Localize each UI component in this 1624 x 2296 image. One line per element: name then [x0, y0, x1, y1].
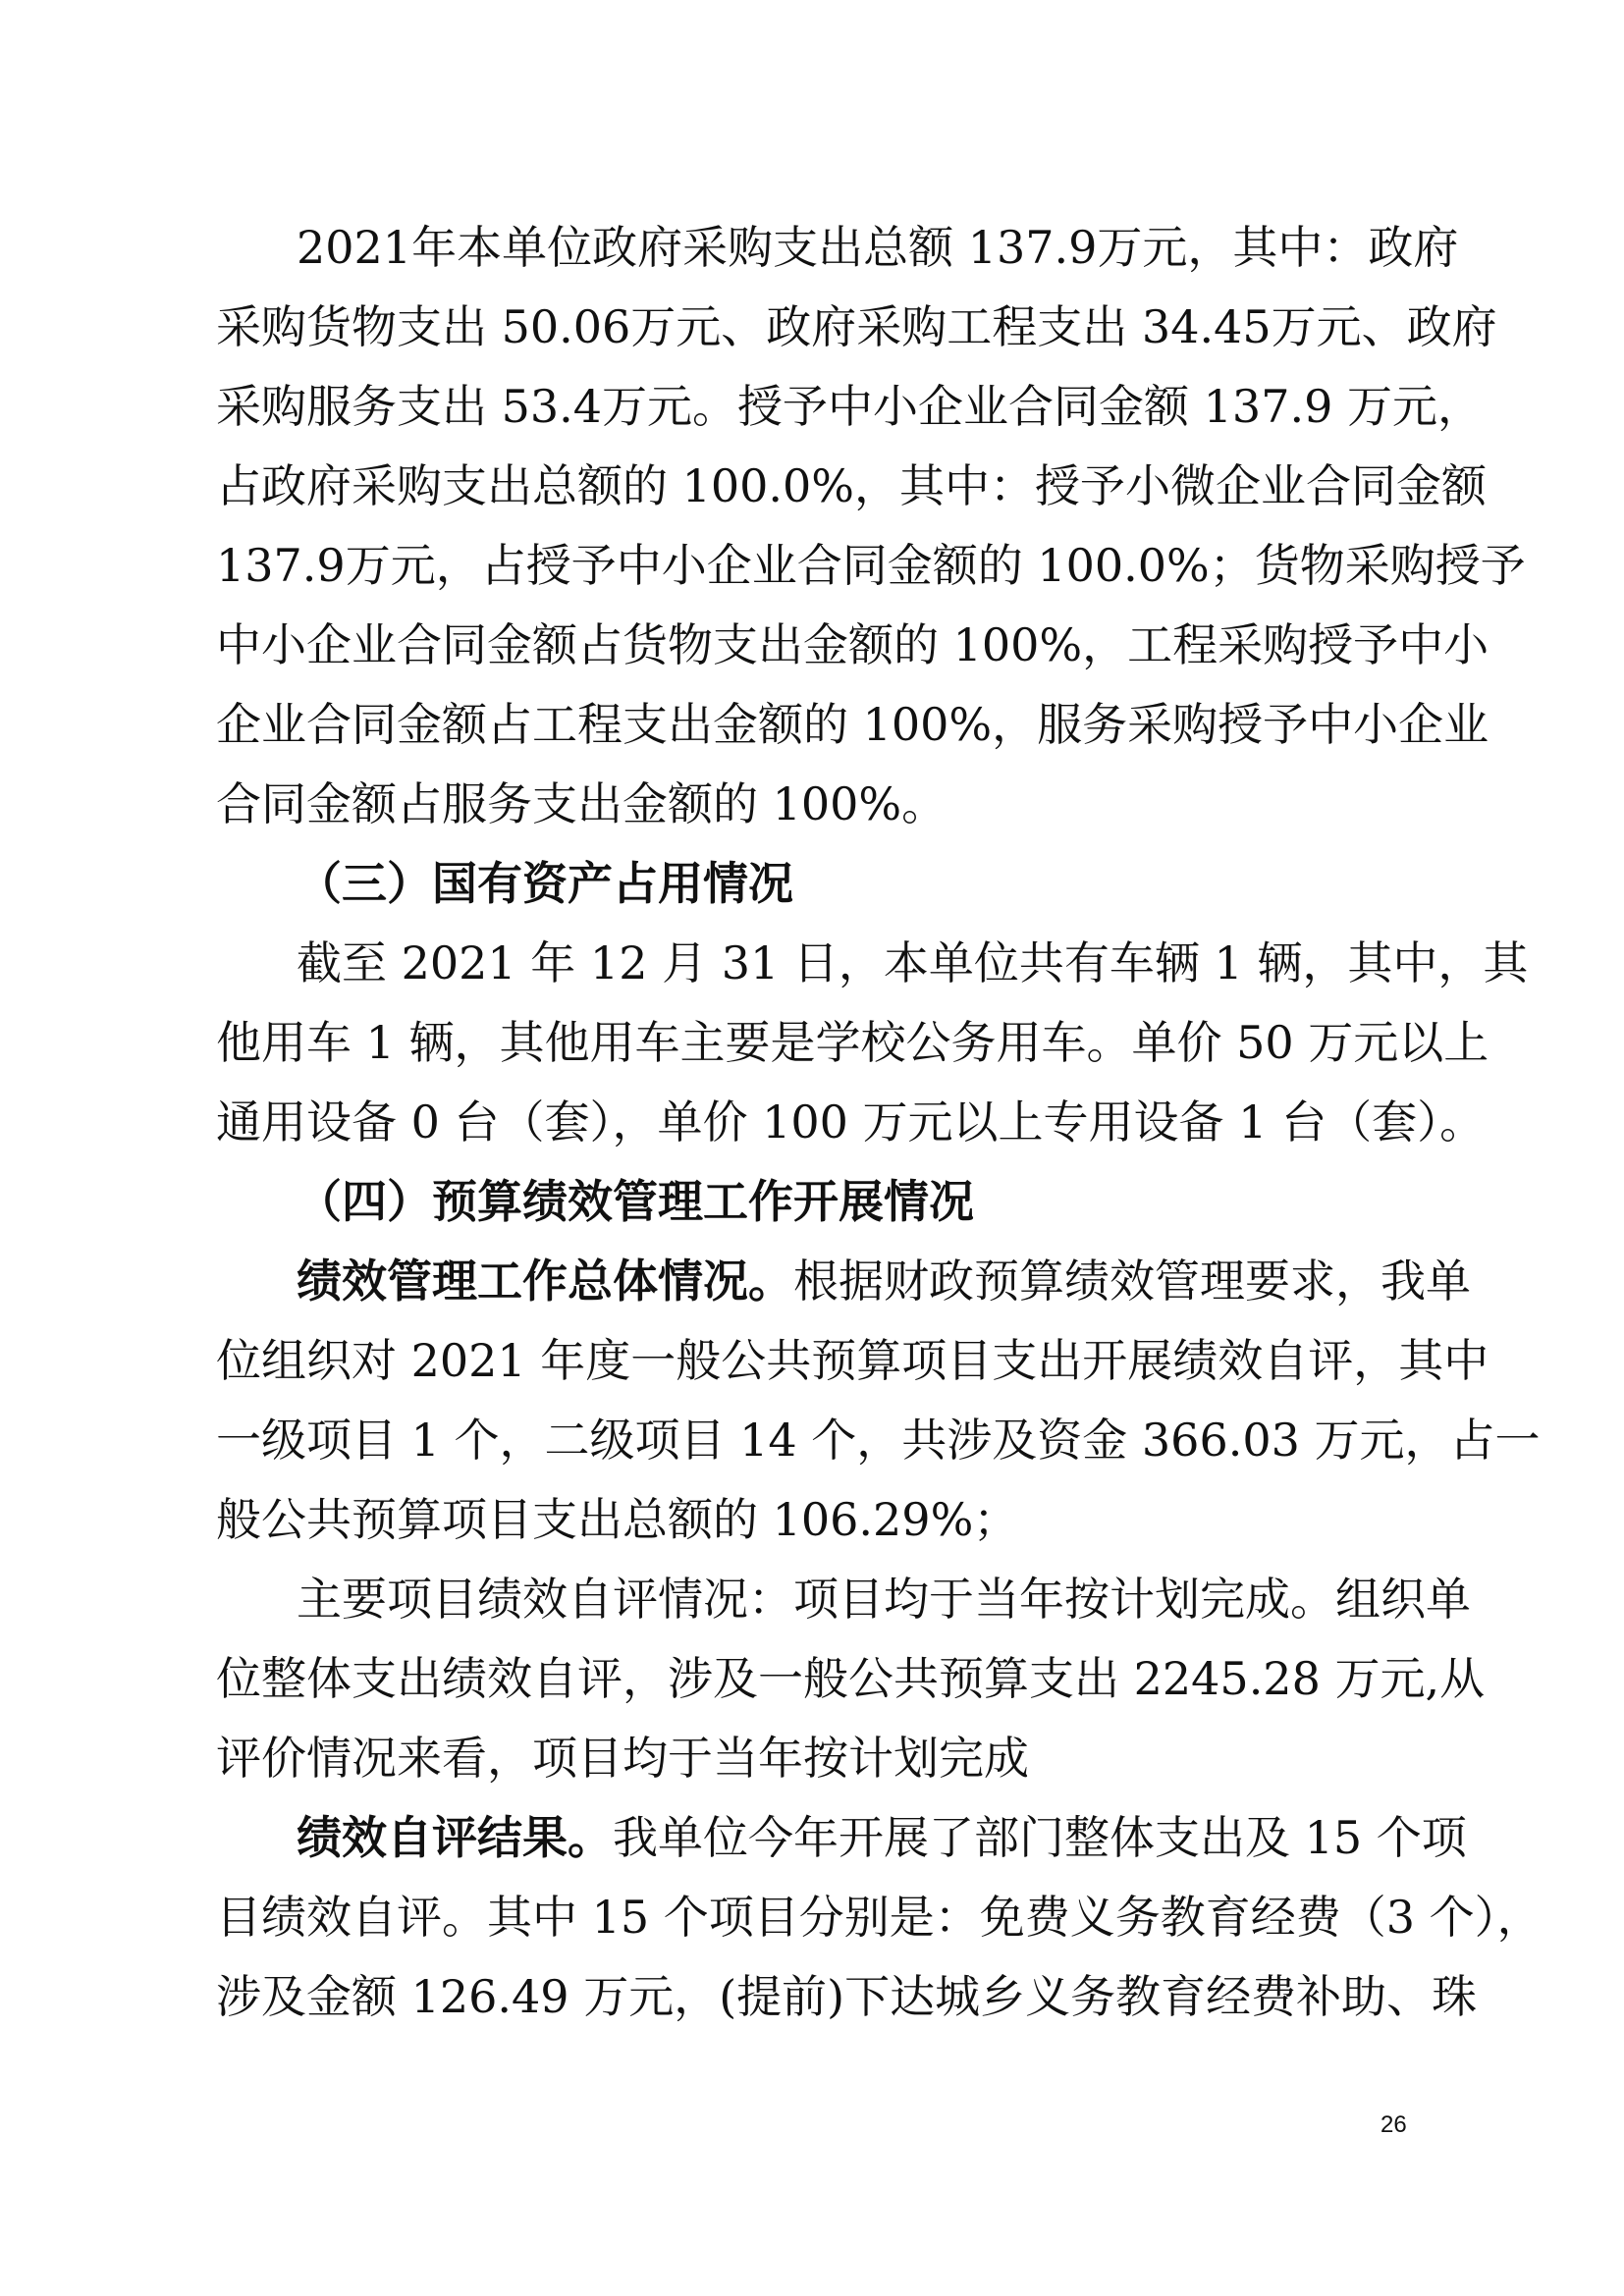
paragraph-line: 他用车 1 辆，其他用车主要是学校公务用车。单价 50 万元以上	[216, 1016, 1489, 1069]
paragraph-line: 合同金额占服务支出金额的 100%。	[216, 777, 947, 830]
paragraph-line: 采购货物支出 50.06万元、政府采购工程支出 34.45万元、政府	[216, 300, 1497, 353]
paragraph-line: 占政府采购支出总额的 100.0%，其中：授予小微企业合同金额	[216, 459, 1488, 512]
paragraph-line: 涉及金额 126.49 万元，(提前)下达城乡义务教育经费补助、珠	[216, 1970, 1478, 2023]
paragraph-line: 主要项目绩效自评情况：项目均于当年按计划完成。组织单	[297, 1573, 1471, 1626]
section-heading-performance: （四）预算绩效管理工作开展情况	[297, 1175, 974, 1228]
paragraph-line: 位整体支出绩效自评，涉及一般公共预算支出 2245.28 万元,从	[216, 1652, 1486, 1705]
paragraph-line	[297, 1808, 1467, 1867]
lead-bold-text: 绩效管理工作总体情况。	[297, 1255, 793, 1308]
lead-bold-text: 绩效自评结果。	[297, 1811, 613, 1864]
paragraph-line	[297, 1252, 1471, 1310]
paragraph-line: 一级项目 1 个，二级项目 14 个，共涉及资金 366.03 万元，占一	[216, 1414, 1541, 1467]
section-heading-assets: （三）国有资产占用情况	[297, 857, 793, 910]
paragraph-line: 目绩效自评。其中 15 个项目分别是：免费义务教育经费（3 个），	[216, 1891, 1543, 1944]
paragraph-line: 通用设备 0 台（套），单价 100 万元以上专用设备 1 台（套）。	[216, 1095, 1486, 1148]
paragraph-line: 137.9万元，占授予中小企业合同金额的 100.0%；货物采购授予	[216, 539, 1526, 592]
paragraph-line: 企业合同金额占工程支出金额的 100%，服务采购授予中小企业	[216, 698, 1489, 751]
paragraph-line: 采购服务支出 53.4万元。授予中小企业合同金额 137.9 万元，	[216, 380, 1483, 433]
paragraph-text: 我单位今年开展了部门整体支出及 15 个项	[613, 1811, 1467, 1864]
paragraph-line: 截至 2021 年 12 月 31 日，本单位共有车辆 1 辆，其中，其	[297, 936, 1529, 989]
page-number: 26	[1380, 2111, 1407, 2138]
paragraph-line: 评价情况来看，项目均于当年按计划完成	[216, 1732, 1029, 1785]
paragraph-line: 中小企业合同金额占货物支出金额的 100%，工程采购授予中小	[216, 618, 1489, 671]
paragraph-text: 根据财政预算绩效管理要求，我单	[793, 1255, 1471, 1308]
paragraph-line: 般公共预算项目支出总额的 106.29%；	[216, 1493, 1019, 1546]
paragraph-line: 2021年本单位政府采购支出总额 137.9万元，其中：政府	[297, 221, 1459, 274]
paragraph-line: 位组织对 2021 年度一般公共预算项目支出开展绩效自评，其中	[216, 1334, 1489, 1387]
